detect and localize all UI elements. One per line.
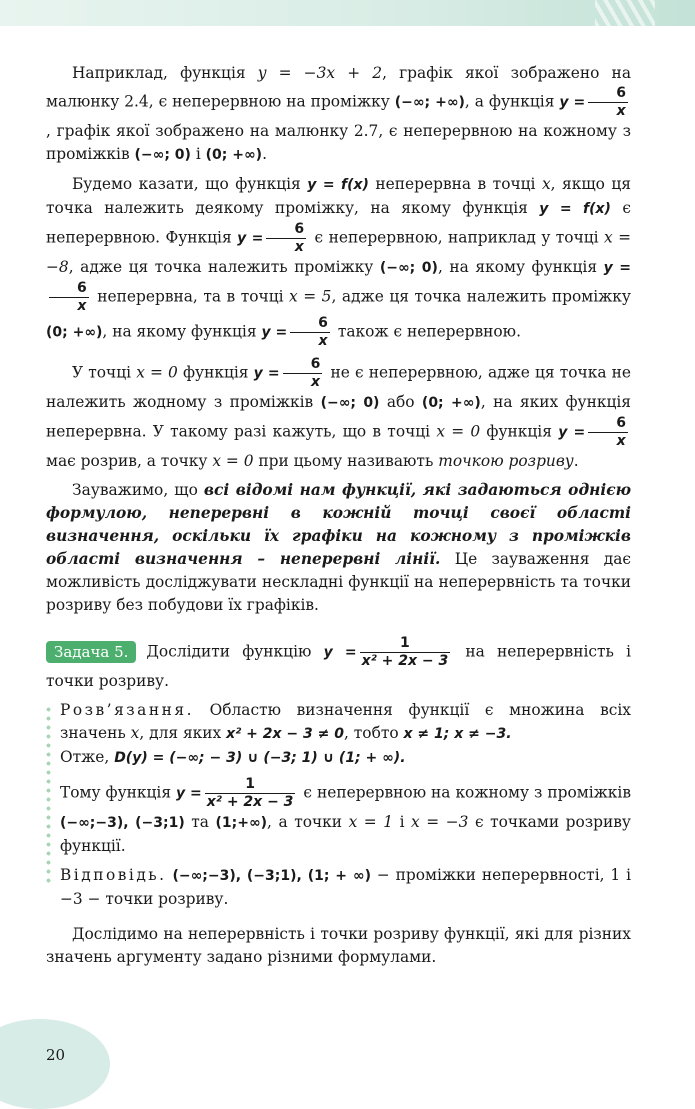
text: , а функція: [464, 92, 560, 111]
corner-decoration: [0, 1019, 110, 1109]
paragraph-example-continuity: [46, 62, 631, 167]
interval: (0; +∞): [205, 147, 263, 163]
text: та: [184, 813, 216, 831]
formula: y = f(x): [307, 177, 369, 193]
formula: x² + 2x − 3 ≠ 0: [226, 726, 344, 742]
formula: x = 5: [289, 287, 332, 306]
text: і: [393, 813, 412, 831]
numerator: 6: [290, 315, 330, 333]
text: , тобто: [344, 724, 404, 742]
text: також є неперервною.: [332, 322, 521, 341]
text: , графік якої зображено на малюнку 2.4, є неперервною на проміжку: [46, 64, 631, 111]
formula: x = 0: [136, 363, 178, 382]
text: , а точки: [267, 813, 349, 831]
denominator: x² + 2x − 3: [361, 653, 449, 669]
text: є неперервною. Функція: [46, 199, 632, 247]
formula: x = 0: [212, 452, 254, 470]
formula: y =: [261, 324, 288, 341]
top-decorative-band: [0, 0, 695, 26]
solution-conclusion: [60, 776, 631, 858]
interval: (1;+∞): [215, 815, 268, 831]
dotted-margin-decoration: [46, 705, 51, 885]
denominator: x² + 2x − 3: [206, 794, 294, 810]
solution-domain-result: [60, 746, 631, 770]
interval: (−∞; 0): [379, 260, 438, 276]
formula: x ≠ −3.: [454, 726, 512, 742]
denominator: x: [616, 433, 626, 449]
denominator: x: [616, 103, 626, 119]
text: неперервна в точці: [368, 175, 542, 193]
numerator: 1: [205, 776, 296, 794]
formula: y =: [253, 365, 280, 382]
numerator: 6: [588, 415, 628, 433]
term-discontinuity-point: точкою розриву: [438, 452, 574, 470]
formula: D(y) = (−∞; − 3) ∪ (−3; 1) ∪ (1; + ∞).: [114, 750, 406, 766]
formula: y =: [559, 94, 586, 111]
text: Наприклад, функція: [72, 64, 258, 82]
text: Дослідити функцію: [146, 642, 324, 661]
text: , якщо ця точка належить деякому проміжку, на якому функція: [46, 175, 632, 217]
text: є неперервною на кожному з проміжків: [298, 783, 631, 802]
numerator: 6: [283, 356, 323, 374]
task-badge: Задача 5.: [46, 641, 136, 663]
paragraph-discontinuity: [46, 356, 631, 473]
formula: y = f(x): [539, 201, 611, 217]
interval: (−∞;−3), (−3;1), (1; + ∞): [172, 868, 371, 884]
text: , на якому функція: [437, 258, 604, 276]
text: не є неперервною, адже ця точка не належить жодному з проміжків: [46, 363, 632, 411]
denominator: x: [77, 298, 87, 314]
fraction: [588, 85, 628, 120]
text: Тому функція: [60, 783, 176, 802]
formula: y =: [237, 230, 264, 247]
text: має розрив, а точку: [46, 452, 213, 470]
formula: x = 1: [348, 813, 394, 831]
numerator: 1: [360, 635, 451, 653]
formula: x = 0: [436, 422, 481, 441]
numerator: 6: [266, 221, 306, 239]
text: .: [573, 452, 579, 470]
text: і: [190, 145, 206, 163]
formula: y =: [603, 260, 631, 276]
text: .: [262, 145, 267, 163]
interval: (−∞; 0): [320, 395, 380, 411]
fraction: [290, 315, 330, 350]
text: − проміжки неперервності,: [370, 866, 611, 884]
text: Отже,: [60, 748, 115, 766]
formula: y =: [323, 644, 357, 661]
solution-label: Розв’язання.: [60, 701, 194, 719]
variable: x: [541, 175, 551, 193]
fraction: [49, 280, 89, 315]
text: Зауважимо, що: [72, 481, 204, 499]
text: , на яких функція неперервна. У такому разі кажуть, що в точці: [46, 393, 632, 441]
text: , для яких: [139, 724, 227, 742]
formula: y = −3x + 2: [257, 64, 383, 82]
text: , адже ця точка належить проміжку: [331, 287, 631, 306]
formula: x = −3: [411, 813, 469, 831]
text: на неперервність і точки розриву.: [46, 642, 632, 690]
interval: (0; +∞): [421, 395, 481, 411]
closing-paragraph: [46, 923, 631, 969]
text: Це зауваження дає можливість досліджувати нескладні функції на неперервність та точки розриву без побудови їх графіків.: [46, 550, 631, 614]
page-content: [46, 62, 631, 969]
text: У точці: [72, 363, 137, 382]
text: − точки розриву.: [82, 890, 229, 908]
text: Областю визначення функції є множина всіх значень: [60, 701, 631, 742]
text: Дослідимо на неперервність і точки розриву функції, які для різних значень аргументу задано різними формулами.: [46, 925, 631, 966]
text: або: [379, 393, 422, 411]
text: функція: [177, 363, 254, 382]
text: є точками розриву функції.: [60, 813, 631, 855]
interval: (−∞;−3),: [60, 815, 129, 831]
fraction: [205, 776, 296, 811]
text: 1 і −3: [60, 866, 631, 908]
task-statement: [46, 635, 631, 693]
denominator: x: [294, 239, 304, 255]
fraction: [266, 221, 306, 256]
answer-label: Відповідь.: [60, 866, 167, 884]
interval: (−3;1): [135, 815, 185, 831]
solution-block: [46, 699, 631, 911]
text: Будемо казати, що функція: [72, 175, 308, 193]
numerator: 6: [49, 280, 89, 298]
text: є неперервною, наприклад у точці: [309, 228, 604, 247]
denominator: x: [310, 374, 321, 390]
text: , адже ця точка належить проміжку: [68, 258, 380, 276]
text: неперервна, та в точці: [91, 287, 290, 306]
answer: [60, 864, 631, 911]
denominator: x: [318, 333, 328, 349]
solution-domain: [60, 699, 631, 746]
numerator: 6: [588, 85, 628, 103]
formula: x ≠ 1;: [403, 726, 450, 742]
formula: y =: [175, 785, 202, 802]
emphasized-statement: всі відомі нам функції, які задаються однією формулою, неперервні в кожній точці своєї області визначення, оскільки їх графіки на кожному з проміжків області визначення – неперервні лінії.: [46, 481, 631, 568]
text: при цьому називають: [253, 452, 439, 470]
fraction: [283, 356, 323, 391]
formula: x = −8: [46, 228, 631, 276]
interval: (−∞; +∞): [394, 94, 465, 111]
formula: y =: [558, 424, 586, 441]
paragraph-point-continuity: [46, 173, 631, 350]
page-number: 20: [46, 1046, 66, 1064]
text: функція: [480, 422, 559, 441]
text: , на якому функція: [102, 322, 262, 341]
interval: (−∞; 0): [134, 147, 191, 163]
text: , графік якої зображено на малюнку 2.7, є неперервною на кожному з проміжків: [46, 122, 631, 163]
paragraph-remark: [46, 479, 631, 617]
fraction: [588, 415, 628, 450]
variable: x: [130, 724, 140, 742]
fraction: [360, 635, 451, 670]
interval: (0; +∞): [46, 324, 103, 341]
